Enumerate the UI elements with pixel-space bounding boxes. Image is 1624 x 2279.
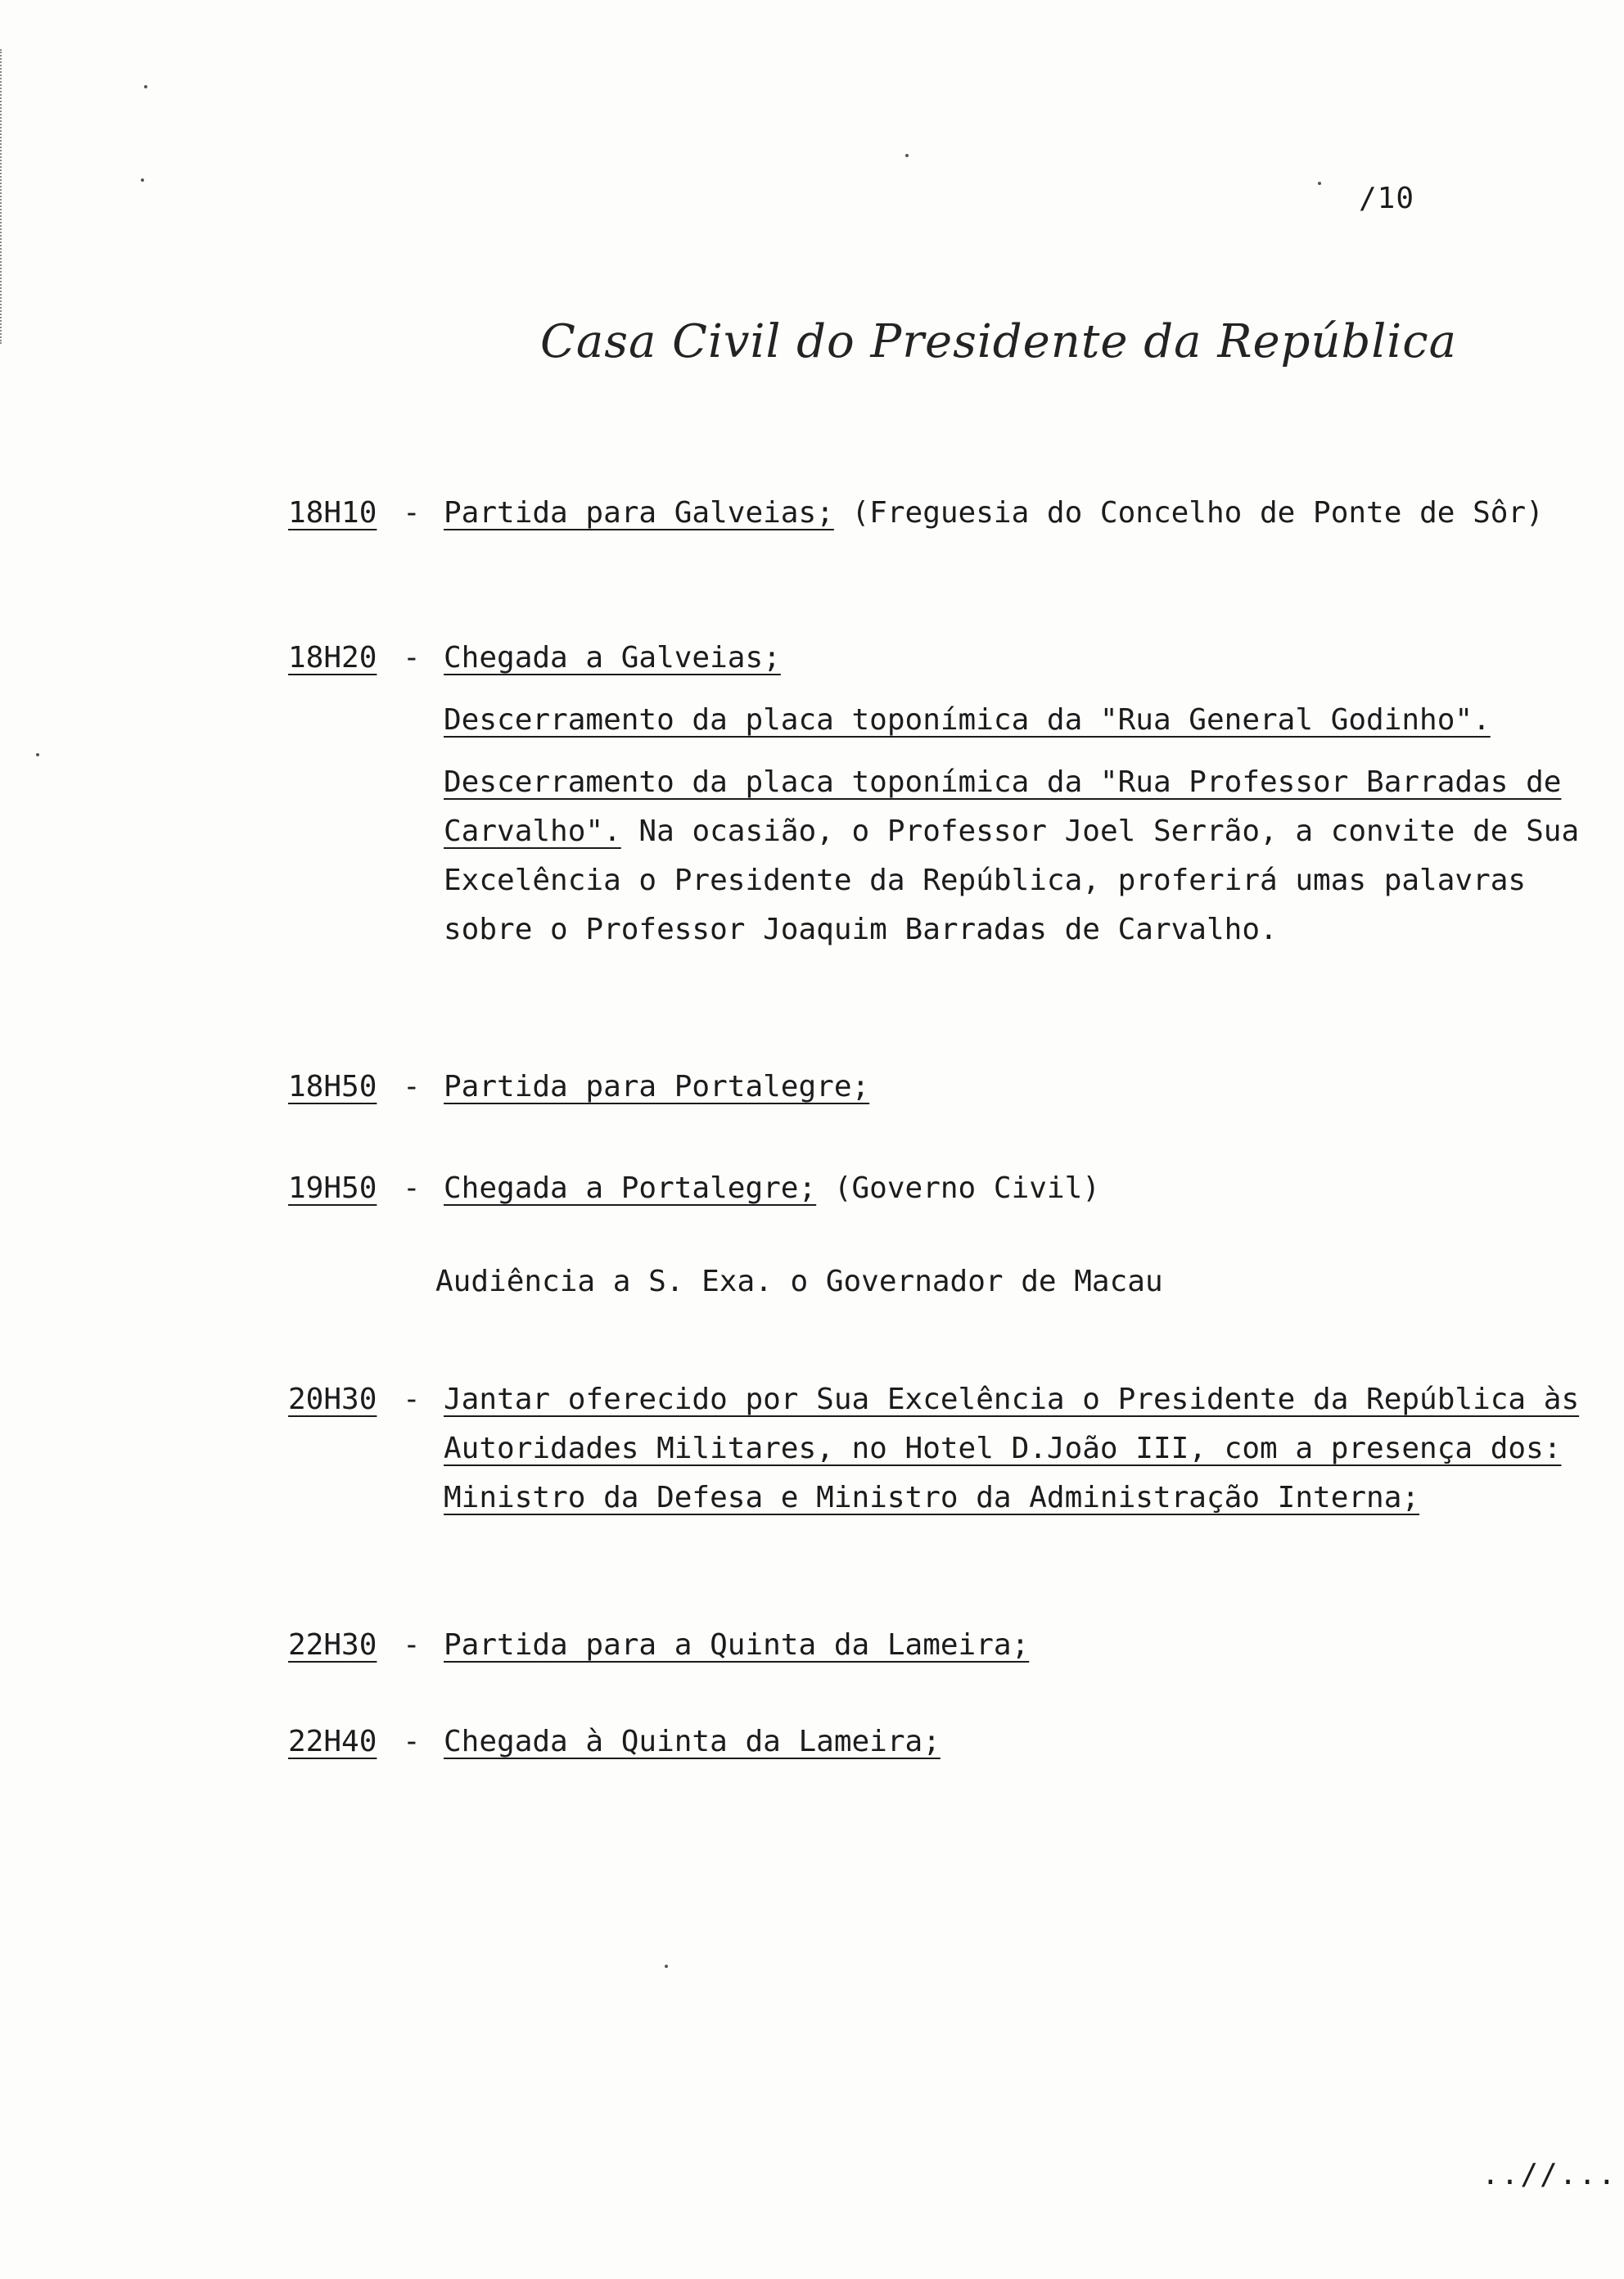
scan-speck — [665, 1965, 668, 1968]
entry-body — [444, 634, 1590, 954]
audience-line: Audiência a S. Exa. o Governador de Macau — [435, 1265, 1163, 1298]
schedule-entry-1950 — [288, 1164, 1590, 1213]
entry-dash: - — [403, 1383, 421, 1416]
schedule-entry-1820 — [288, 634, 1590, 1010]
letterhead-seal-script: Casa Civil do Presidente da República — [540, 315, 1457, 368]
entry-dash: - — [403, 1628, 421, 1662]
entry-detail: (Freguesia do Concelho de Ponte de Sôr) — [833, 496, 1544, 530]
entry-time: 18H20 — [288, 641, 377, 675]
scan-speck — [141, 178, 144, 182]
entry-title: Jantar oferecido por Sua Excelência o Presidente da República às Autoridades Militares, no Hotel D.João III, com a presença dos: Ministro da Defesa e Ministro da Administração Interna; — [444, 1383, 1580, 1514]
scan-speck — [905, 154, 909, 157]
entry-dash: - — [403, 641, 421, 675]
schedule-entry-2240 — [288, 1717, 1590, 1767]
entry-time: 19H50 — [288, 1171, 377, 1205]
entry-title: Partida para a Quinta da Lameira; — [444, 1628, 1030, 1662]
entry-title: Partida para Galveias; — [444, 496, 834, 530]
entry-paragraph — [444, 758, 1590, 954]
entry-body — [444, 1063, 1590, 1112]
continuation-mark: ..//... — [1482, 2158, 1617, 2191]
paragraph-title: Descerramento da placa toponímica da "Rua Professor Barradas de Carvalho". — [444, 765, 1562, 848]
entry-time: 22H40 — [288, 1725, 377, 1758]
entry-title: Partida para Portalegre; — [444, 1070, 870, 1103]
entry-dash: - — [403, 1171, 421, 1205]
entry-body — [444, 489, 1590, 538]
entry-time: 18H50 — [288, 1070, 377, 1103]
page-number: /10 — [1359, 182, 1415, 215]
entry-time: 20H30 — [288, 1383, 377, 1416]
paragraph-title: Descerramento da placa toponímica da "Rua General Godinho". — [444, 703, 1491, 737]
schedule-entry-2030 — [288, 1375, 1590, 1572]
entry-title: Chegada a Galveias; — [444, 641, 781, 675]
entry-time: 18H10 — [288, 496, 377, 530]
scan-speck — [36, 753, 39, 756]
entry-paragraph — [444, 696, 1590, 745]
entry-body — [444, 1375, 1590, 1523]
entry-dash: - — [403, 1725, 421, 1758]
paragraph-detail: Na ocasião, o Professor Joel Serrão, a convite de Sua Excelência o Presidente da República, proferirá umas palavras sobre o Professor Joaquim Barradas de Carvalho. — [444, 815, 1580, 946]
scan-speck — [144, 85, 147, 88]
entry-time: 22H30 — [288, 1628, 377, 1662]
entry-body — [444, 1717, 1590, 1767]
schedule-entry-1850 — [288, 1063, 1590, 1112]
scan-edge-mark — [0, 49, 8, 344]
entry-dash: - — [403, 1070, 421, 1103]
entry-title: Chegada a Portalegre; — [444, 1171, 817, 1205]
schedule-entry-2230 — [288, 1621, 1590, 1670]
entry-title: Chegada à Quinta da Lameira; — [444, 1725, 941, 1758]
schedule-entry-1810 — [288, 489, 1590, 595]
scan-speck — [1318, 182, 1321, 185]
entry-detail: (Governo Civil) — [816, 1171, 1100, 1205]
entry-body — [444, 1164, 1590, 1213]
entry-dash: - — [403, 496, 421, 530]
entry-body — [444, 1621, 1590, 1670]
